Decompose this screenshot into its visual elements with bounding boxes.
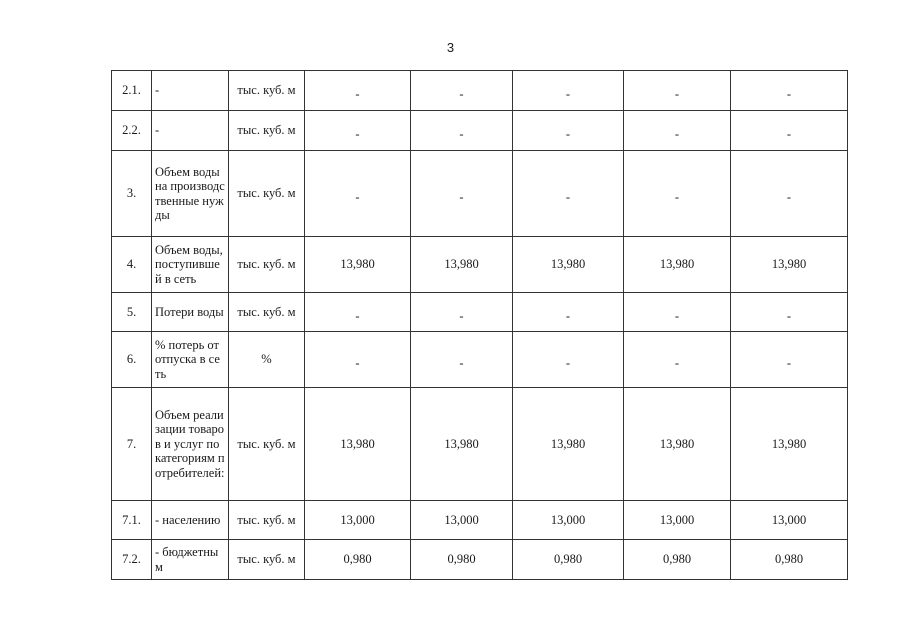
table-row [112,151,848,237]
unit-of-measure: тыс. куб. м [229,71,305,111]
unit-of-measure: тыс. куб. м [229,501,305,540]
value-cell: 13,000 [411,501,513,540]
row-number: 7. [112,388,152,501]
value-cell: 13,980 [731,237,848,293]
row-number: 6. [112,332,152,388]
value-cell: 13,980 [513,388,624,501]
value-cell: - [305,151,411,237]
value-cell: - [305,111,411,151]
value-cell: 13,980 [731,388,848,501]
row-number: 7.1. [112,501,152,540]
value-cell: - [411,332,513,388]
value-cell: - [624,151,731,237]
table-row [112,237,848,293]
unit-of-measure: тыс. куб. м [229,151,305,237]
data-table [111,70,848,580]
value-cell: 0,980 [411,540,513,580]
table-row [112,332,848,388]
value-cell: 13,980 [513,237,624,293]
value-cell: - [411,151,513,237]
indicator-name: Объем воды, поступившей в сеть [152,237,229,293]
value-cell: - [411,71,513,111]
value-cell: - [624,111,731,151]
value-cell: 13,980 [411,237,513,293]
value-cell: - [305,71,411,111]
page-number: 3 [446,40,455,55]
unit-of-measure: тыс. куб. м [229,237,305,293]
value-cell: - [513,151,624,237]
indicator-name: - [152,71,229,111]
unit-of-measure: тыс. куб. м [229,293,305,332]
value-cell: 13,980 [305,388,411,501]
value-cell: - [624,332,731,388]
row-number: 7.2. [112,540,152,580]
row-number: 2.2. [112,111,152,151]
value-cell: - [513,71,624,111]
value-cell: - [731,293,848,332]
value-cell: - [305,293,411,332]
table-row [112,501,848,540]
value-cell: - [513,111,624,151]
indicator-name: % потерь от отпуска в сеть [152,332,229,388]
value-cell: 13,000 [513,501,624,540]
table-row [112,388,848,501]
table-row [112,293,848,332]
value-cell: - [731,332,848,388]
row-number: 5. [112,293,152,332]
value-cell: - [731,151,848,237]
value-cell: - [411,111,513,151]
value-cell: 13,000 [305,501,411,540]
value-cell: - [624,71,731,111]
unit-of-measure: тыс. куб. м [229,540,305,580]
value-cell: 13,980 [305,237,411,293]
value-cell: 13,000 [731,501,848,540]
value-cell: 13,980 [624,237,731,293]
unit-of-measure: тыс. куб. м [229,388,305,501]
table-row [112,111,848,151]
indicator-name: - бюджетным [152,540,229,580]
unit-of-measure: тыс. куб. м [229,111,305,151]
value-cell: 0,980 [513,540,624,580]
row-number: 3. [112,151,152,237]
row-number: 2.1. [112,71,152,111]
value-cell: - [305,332,411,388]
table-row [112,540,848,580]
indicator-name: - [152,111,229,151]
indicator-name: - населению [152,501,229,540]
indicator-name: Объем реализации товаров и услуг по категориям потребителей: [152,388,229,501]
value-cell: - [624,293,731,332]
value-cell: 13,980 [624,388,731,501]
value-cell: - [513,332,624,388]
row-number: 4. [112,237,152,293]
value-cell: 0,980 [624,540,731,580]
value-cell: 0,980 [731,540,848,580]
value-cell: - [411,293,513,332]
value-cell: - [731,71,848,111]
value-cell: 0,980 [305,540,411,580]
value-cell: 13,980 [411,388,513,501]
value-cell: 13,000 [624,501,731,540]
indicator-name: Объем воды на производственные нужды [152,151,229,237]
indicator-name: Потери воды [152,293,229,332]
value-cell: - [731,111,848,151]
table-row [112,71,848,111]
value-cell: - [513,293,624,332]
unit-of-measure: % [229,332,305,388]
